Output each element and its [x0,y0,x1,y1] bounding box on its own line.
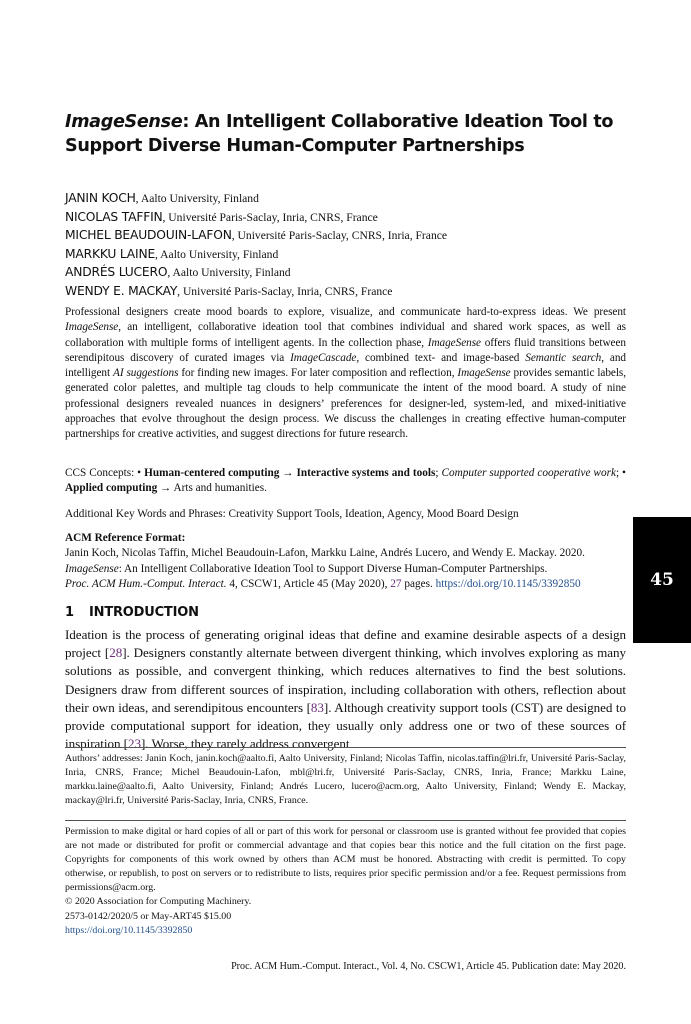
author-affiliation: , Aalto University, Finland [155,247,279,261]
ccs-concept: Computer supported cooperative work [441,467,616,479]
body-text: ]. Although creativity support tools (CST) are designed to provide computational support for ideation, they usually only address one or two of these sources of inspiration [ [65,699,626,752]
acm-reference-title [65,562,626,577]
abstract-text: provides semantic labels, generated color palettes, and multiple tag clouds to help communicate the intent of the mood board. A study of nine professional designers revealed nuances in designers’ preferences for designer-led, system-led, and mixed-initiative approaches that evolve throughout the design process. We discuss the challenges in creating effective human-computer partnerships for creative activities, and suggest directions for future research. [65,367,627,441]
ccs-separator: ; [435,467,442,479]
article-number-tab [633,517,691,643]
abstract-text: , an intelligent, collaborative ideation tool that combines individual and shared work spaces, as well as collaboration with multiple forms of intelligent agents. In the collection phase, [65,321,626,349]
abstract-text: , combined text- and image-based [356,351,526,364]
acm-reference-system-name: ImageSense [65,562,119,575]
permission-block [65,825,626,938]
author-affiliation: , Université Paris-Saclay, Inria, CNRS, France [162,210,378,224]
permission-divider [65,820,626,821]
author-name: MARKKU LAINE [65,246,156,261]
abstract-text: offers fluid transitions between serendipitous discovery of curated images via [65,336,627,364]
abstract-emphasis: ImageSense [65,321,119,334]
publication-info: Proc. ACM Hum.-Comput. Interact., Vol. 4, No. CSCW1, Article 45. Publication date: May 2020. [231,961,626,972]
abstract-emphasis: Semantic search [525,351,602,364]
abstract-emphasis: ImageCascade [290,351,357,364]
acm-reference-title-text: : An Intelligent Collaborative Ideation Tool to Support Diverse Human-Computer Partnerships. [118,562,548,575]
abstract [65,305,626,443]
author-affiliation: , Aalto University, Finland [135,192,259,205]
acm-reference-issue: 4, CSCW1, Article 45 (May 2020), [226,578,391,591]
abstract-text: , and intelligent [65,351,626,380]
citation-link[interactable]: 23 [128,736,141,752]
ccs-concept: Human-centered computing → Interactive systems and tools [144,467,436,479]
author [65,282,626,301]
author [65,245,626,264]
doi-link[interactable]: https://doi.org/10.1145/3392850 [435,578,581,591]
authors-addresses: Authors’ addresses: Janin Koch, janin.koch@aalto.fi, Aalto University, Finland; Nicolas Taffin, nicolas.taffin@lri.fr, Université Paris-Saclay, Inria, CNRS, France; Michel Beaudouin-Lafon, mbl@lri.fr, Université Paris-Saclay, CNRS, Inria, France; Markku Laine, markku.laine@aalto.fi, Aalto University, Finland; Andrés Lucero, lucero@acm.org, Aalto University, Finland; Wendy E. Mackay, mackay@lri.fr, Université Paris-Saclay, Inria, CNRS, France. [65,753,626,807]
author-name: ANDRÉS LUCERO [65,265,168,280]
paper-title [65,110,626,158]
author-name: WENDY E. MACKAY [65,283,178,298]
title-line1: : An Intelligent Collaborative Ideation Tool to [182,112,614,132]
footnote-divider [65,747,626,748]
ccs-concept: → Arts and humanities. [157,482,267,495]
article-number: 45 [650,570,674,590]
body-text: Ideation is the process of generating original ideas that define and examine desirable aspects of a design project [ [65,627,626,661]
citation-link[interactable]: 28 [109,645,123,661]
body-text: ]. Worse, they rarely address convergent [141,736,350,752]
ccs-concept: Applied computing [65,482,158,495]
section-number: 1 [65,605,74,620]
introduction-paragraph [65,626,626,753]
ccs-separator: ; • [615,467,626,479]
author-affiliation: , Université Paris-Saclay, Inria, CNRS, France [177,284,393,298]
abstract-emphasis: ImageSense [427,336,481,349]
abstract-text: for finding new images. For later composition and reflection, [178,367,458,380]
acm-reference-authors: Janin Koch, Nicolas Taffin, Michel Beaudouin-Lafon, Markku Laine, Andrés Lucero, and Wendy E. Mackay. 2020. [65,547,585,560]
author-affiliation: , Aalto University, Finland [167,266,291,280]
issn-price: 2573-0142/2020/5 or May-ART45 $15.00 [65,910,232,922]
author-list [65,189,626,301]
copyright-notice: © 2020 Association for Computing Machinery. [65,896,252,908]
page-count-link[interactable]: 27 [390,578,402,591]
author [65,189,626,208]
author [65,208,626,227]
author-name: MICHEL BEAUDOUIN-LAFON [65,228,232,243]
section-title: INTRODUCTION [89,605,199,620]
author [65,226,626,245]
abstract-text: Professional designers create mood boards to explore, visualize, and communicate hard-to-express ideas. We present [65,306,626,318]
keywords: Additional Key Words and Phrases: Creativity Support Tools, Ideation, Agency, Mood Board Design [65,508,519,520]
author [65,263,626,282]
footer-doi-link[interactable]: https://doi.org/10.1145/3392850 [65,924,193,936]
author-affiliation: , Université Paris-Saclay, CNRS, Inria, France [231,229,448,243]
abstract-emphasis: ImageSense [457,367,511,380]
ccs-concepts [65,466,626,497]
author-name: JANIN KOCH [65,191,136,205]
acm-reference-venue [65,577,626,592]
abstract-emphasis: AI suggestions [113,367,179,380]
title-line2: Support Diverse Human-Computer Partnerships [65,136,525,156]
ccs-label: CCS Concepts: • [65,467,145,479]
acm-reference-format [65,531,626,593]
acm-reference-journal: Proc. ACM Hum.-Comput. Interact. [65,578,227,591]
acm-reference-heading: ACM Reference Format: [65,532,186,544]
title-system-name: ImageSense [65,112,183,132]
section-heading [65,604,626,622]
citation-link[interactable]: 83 [310,699,324,715]
author-name: NICOLAS TAFFIN [65,209,163,224]
permission-notice: Permission to make digital or hard copies of all or part of this work for personal or classroom use is granted without fee provided that copies are not made or distributed for profit or commercial advantage and that copies bear this notice and the full citation on the first page. Copyrights for components of this work owned by others than ACM must be honored. Abstracting with credit is permitted. To copy otherwise, or republish, to post on servers or to redistribute to lists, requires prior specific permission and/or a fee. Request permissions from permissions@acm.org. [65,826,626,894]
body-text: ]. Designers constantly alternate between divergent thinking, which involves exploring as many solutions as possible, and convergent thinking, which reduces alternatives to find the best solutions. Designers draw from different sources of inspiration, including collaboration with others, reflection about their own ideas, and serendipitous encounters [ [65,645,626,715]
acm-reference-pages-suffix: pages. [401,578,436,591]
